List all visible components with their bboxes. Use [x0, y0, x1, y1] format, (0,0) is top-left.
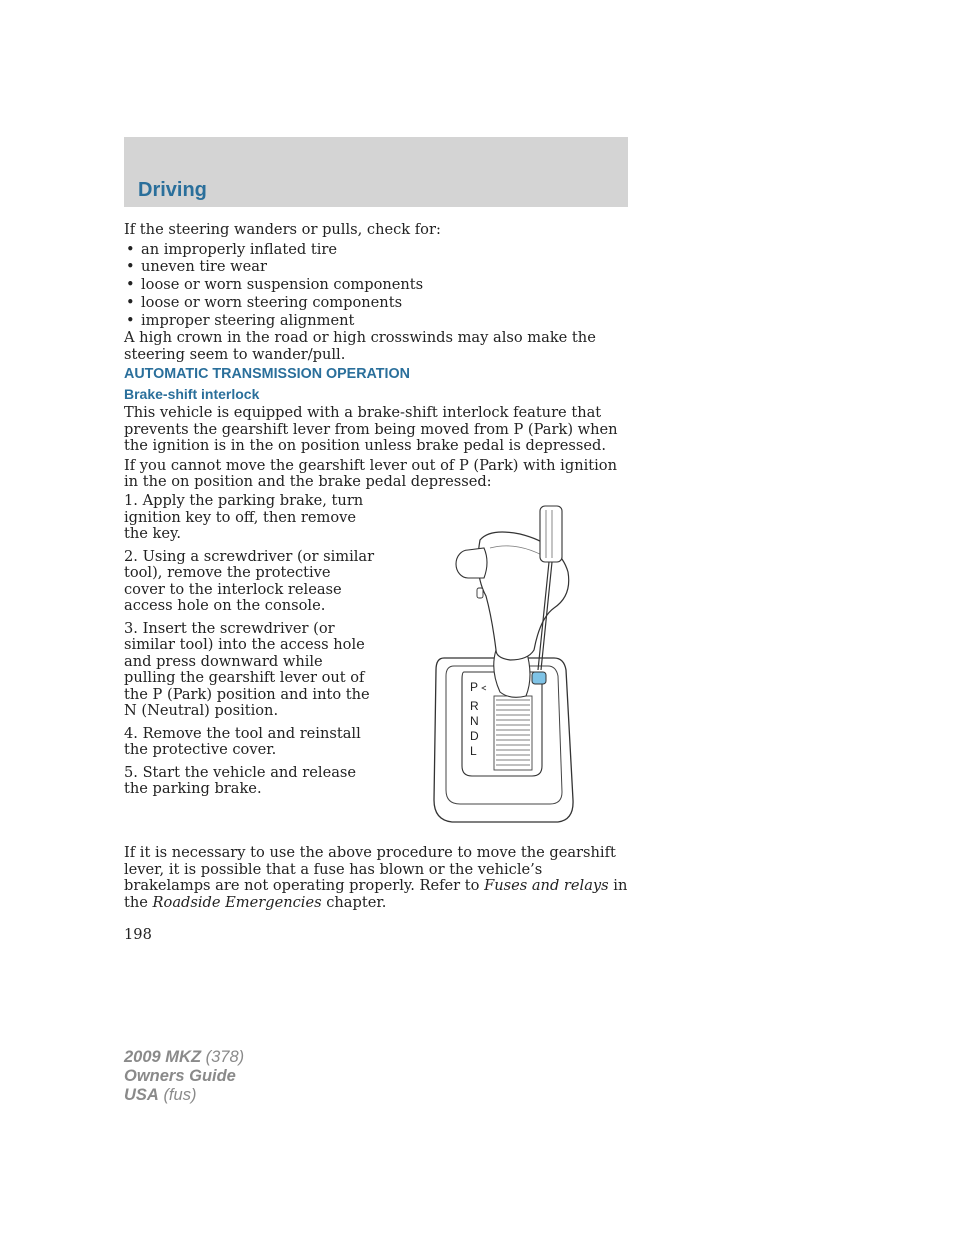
gear-letter-d: D	[470, 729, 479, 743]
check-list	[124, 242, 630, 330]
list-item: • an improperly inflated tire	[124, 242, 630, 259]
main-content	[124, 222, 630, 494]
screwdriver-handle-icon	[540, 506, 562, 562]
closing-paragraph	[124, 845, 630, 911]
interlock-access-cover-icon	[532, 672, 546, 684]
procedure-steps	[124, 493, 376, 804]
lever-side-button-icon	[477, 588, 483, 598]
gear-letter-p: P	[470, 680, 479, 694]
footer-market: USA	[124, 1086, 159, 1104]
footer-line	[124, 1086, 244, 1105]
step-item: 4. Remove the tool and reinstall the protective cover.	[124, 724, 361, 758]
footer-model-code: (378)	[205, 1048, 245, 1066]
paragraph: This vehicle is equipped with a brake-shift interlock feature that prevents the gearshift lever from being moved from P (Park) when the ignition is in the on position unless brake pedal is depressed.	[124, 404, 618, 455]
paragraph: If you cannot move the gearshift lever out of P (Park) with ignition in the on position and the brake pedal depressed:	[124, 456, 617, 491]
gear-letter-n: N	[470, 714, 479, 728]
footer-guide: Owners Guide	[124, 1067, 236, 1085]
intro-note: A high crown in the road or high crosswinds may also make the steering seem to wander/pull.	[124, 329, 596, 363]
paragraph	[124, 845, 630, 911]
step-item: 1. Apply the parking brake, turn ignition key to off, then remove the key.	[124, 492, 364, 542]
cross-reference-link[interactable]: Fuses and relays	[484, 877, 609, 894]
gate-slot-icon	[494, 696, 532, 770]
list-item: • loose or worn steering components	[124, 295, 630, 312]
lever-button-housing-icon	[468, 548, 487, 578]
step-item: 5. Start the vehicle and release the parking brake.	[124, 763, 357, 797]
closing-text: If it is necessary to use the above procedure to move the gearshift lever, it is possible that a fuse has blown or the vehicle’s brakelamps are not operating properly. Refer to	[124, 844, 616, 894]
footer-line	[124, 1048, 244, 1067]
position-indicator-icon	[482, 686, 486, 690]
subsection-heading: Brake-shift interlock	[124, 386, 260, 403]
footer-model: 2009 MKZ	[124, 1048, 202, 1066]
list-item: • improper steering alignment	[124, 313, 630, 330]
cross-reference-link[interactable]: Roadside Emergencies	[152, 893, 322, 911]
section-header-band	[124, 137, 628, 207]
gearshift-illustration	[430, 500, 578, 826]
page-number: 198	[124, 926, 152, 943]
intro-lead: If the steering wanders or pulls, check for:	[124, 221, 441, 238]
document-footer	[124, 1048, 244, 1105]
footer-line	[124, 1067, 244, 1086]
section-title: Driving	[138, 179, 207, 201]
list-item: • loose or worn suspension components	[124, 277, 630, 294]
gear-letter-r: R	[470, 699, 479, 713]
section-heading: AUTOMATIC TRANSMISSION OPERATION	[124, 366, 410, 383]
gear-letter-l: L	[470, 744, 477, 758]
closing-text: in the	[124, 877, 628, 911]
gate-ridges-icon	[496, 700, 530, 765]
step-item: 2. Using a screwdriver (or similar tool), remove the protective cover to the interlock release access hole on the console.	[124, 547, 375, 614]
step-item: 3. Insert the screwdriver (or similar tool) into the access hole and press downward while pulling the gearshift lever out of the P (Park) position and into the N (Neutral) position.	[124, 619, 370, 719]
list-item: • uneven tire wear	[124, 259, 630, 276]
footer-market-code: (fus)	[163, 1086, 197, 1104]
closing-text: chapter.	[321, 893, 387, 911]
